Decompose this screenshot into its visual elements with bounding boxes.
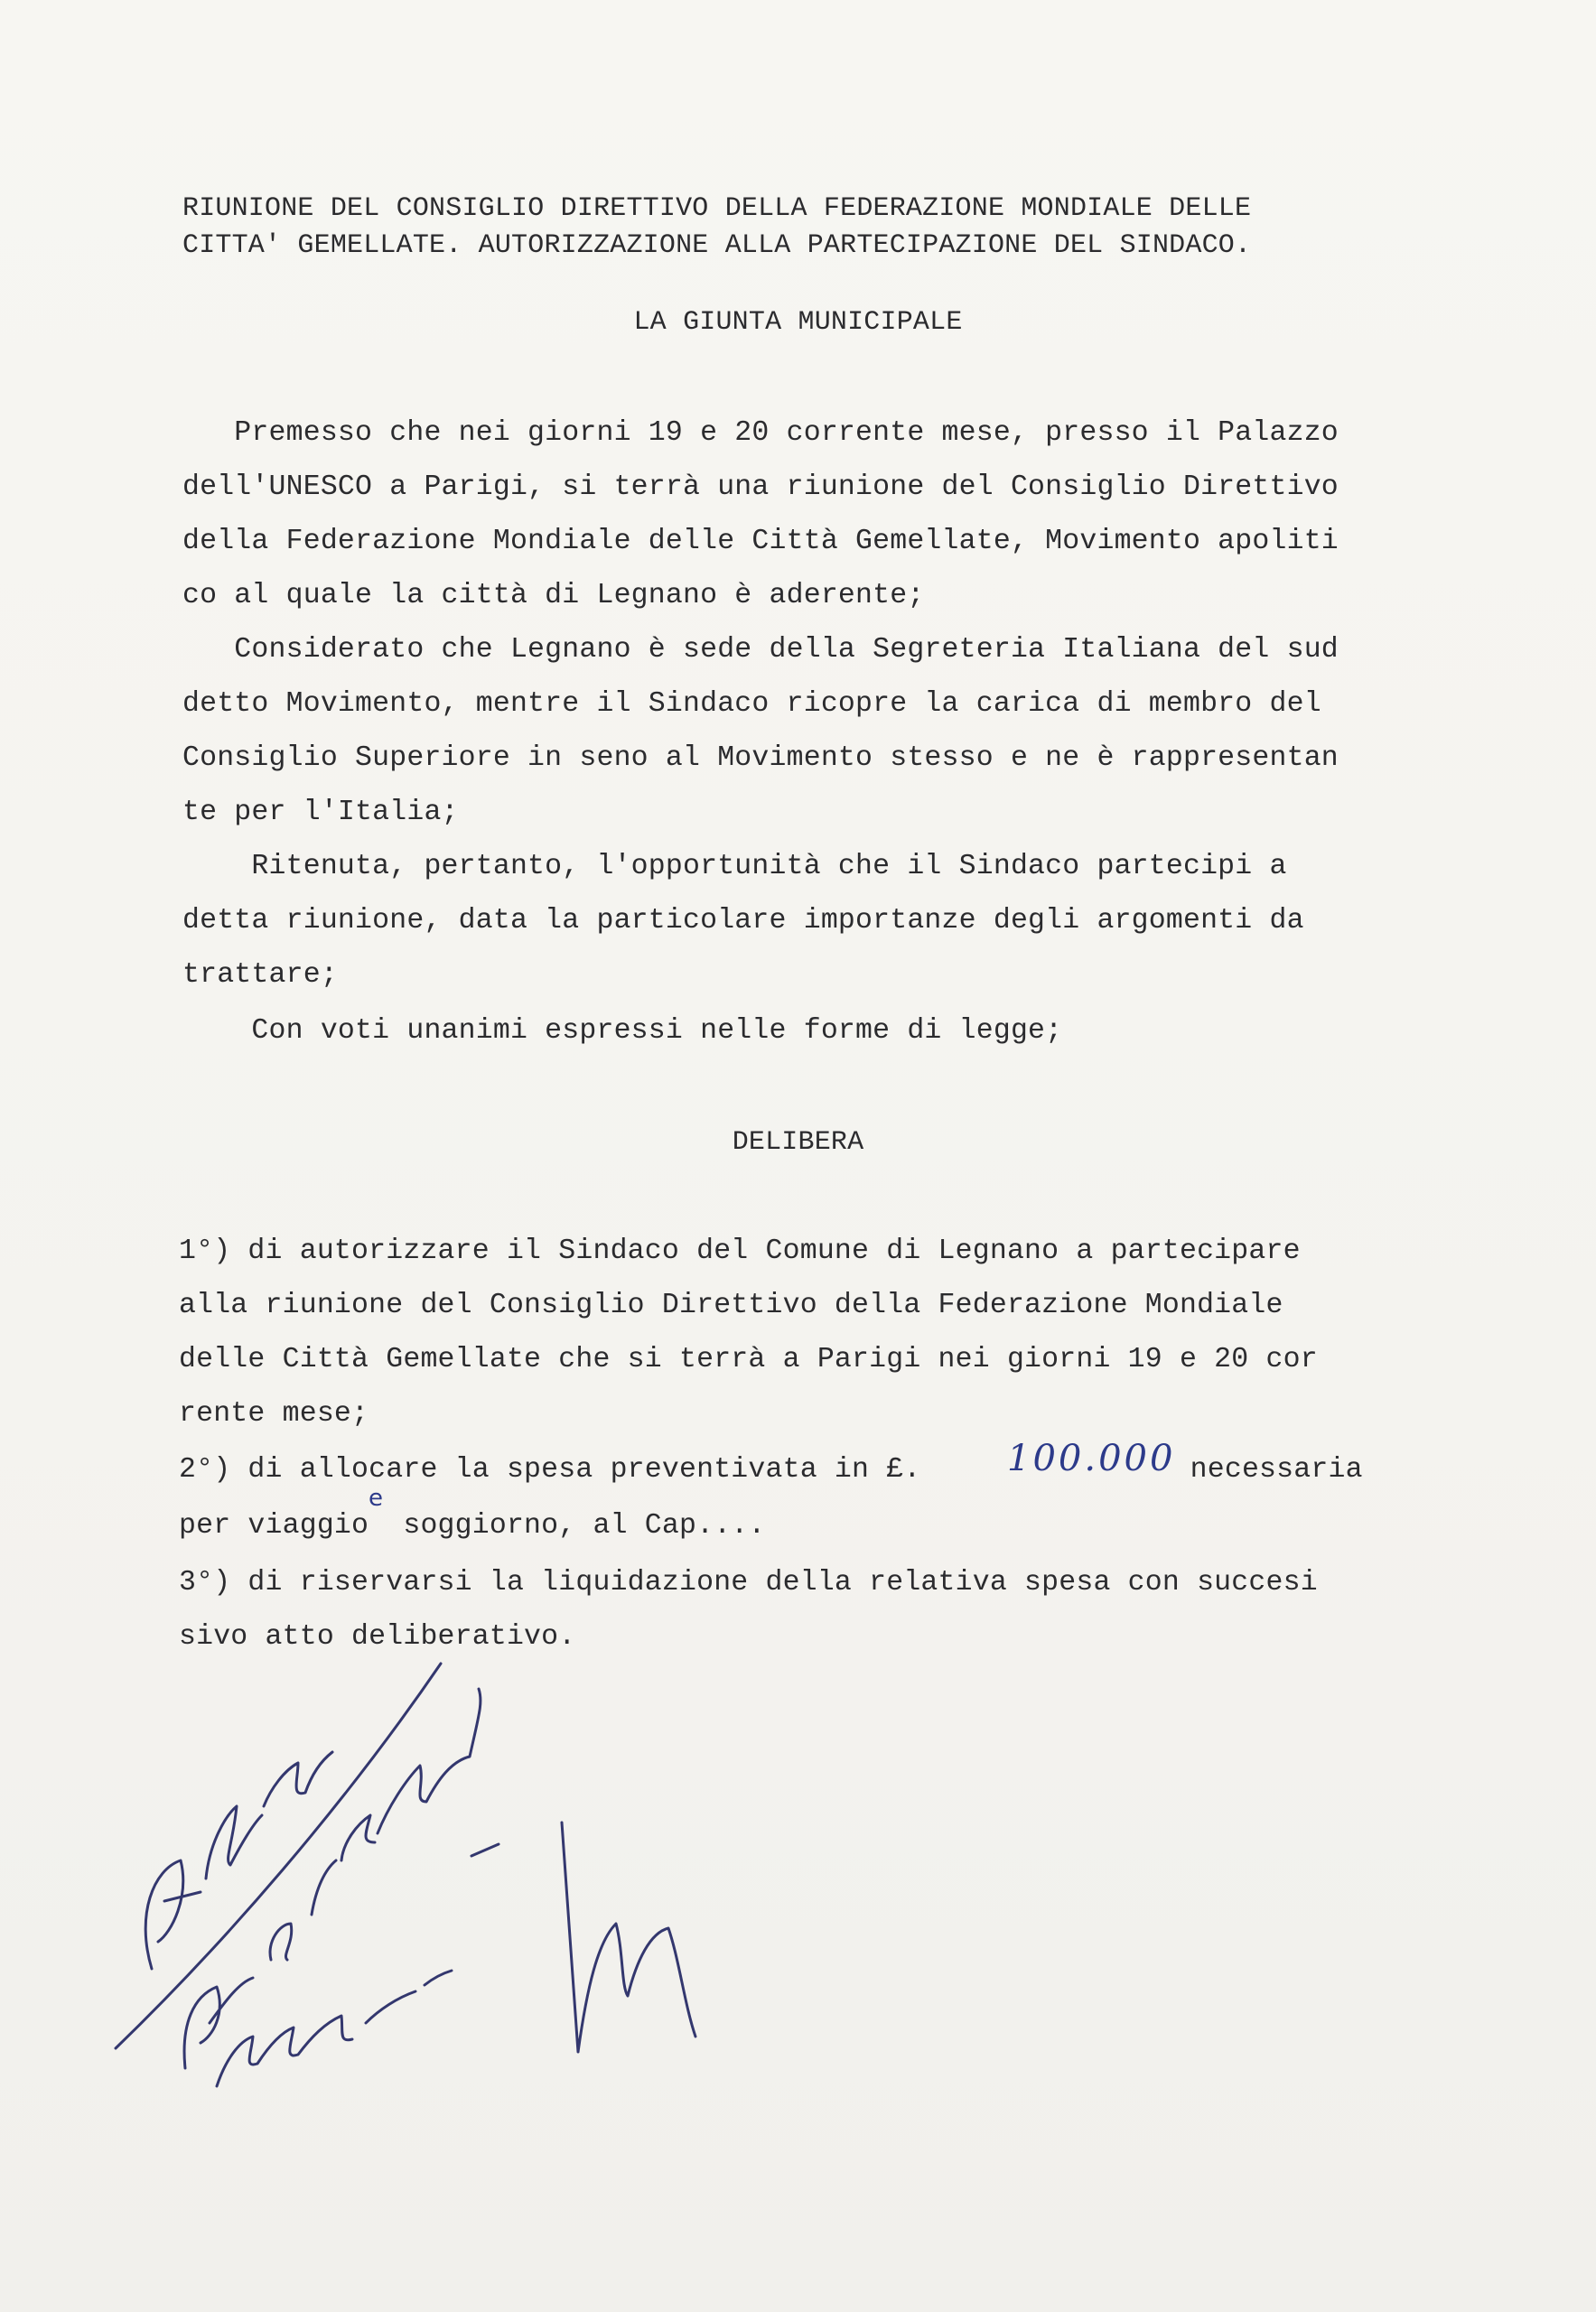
premise-1-line-3: della Federazione Mondiale delle Città Gemellate, Movimento apoliti — [182, 526, 1339, 557]
handwriting-dash — [471, 1844, 499, 1856]
header-line-1: RIUNIONE DEL CONSIGLIO DIRETTIVO DELLA FEDERAZIONE MONDIALE DELLE — [182, 193, 1252, 224]
premise-3-line-3: trattare; — [182, 959, 338, 991]
diagonal-stroke — [116, 1664, 441, 2048]
premise-2-line-4: te per l'Italia; — [182, 797, 459, 828]
handwriting-word-2 — [184, 1689, 481, 2068]
premise-4-line: Con voti unanimi espressi nelle forme di legge; — [182, 1015, 1063, 1047]
premise-3-line-2: detta riunione, data la particolare importanze degli argomenti da — [182, 905, 1304, 937]
body-title: LA GIUNTA MUNICIPALE — [633, 307, 963, 338]
signature-stroke — [562, 1823, 695, 2052]
premise-2-line-1: Considerato che Legnano è sede della Segreteria Italiana del sud — [182, 634, 1339, 666]
item-1-line-1: 1°) di autorizzare il Sindaco del Comune di Legnano a partecipare — [179, 1235, 1301, 1267]
item-3-line-1: 3°) di riservarsi la liquidazione della relativa spesa con succesi — [179, 1567, 1318, 1599]
item-1-line-2: alla riunione del Consiglio Direttivo della Federazione Mondiale — [179, 1290, 1283, 1321]
item-2-text-b: necessaria — [1172, 1454, 1363, 1486]
handwriting-word-1 — [145, 1752, 332, 1969]
premise-1-line-1: Premesso che nei giorni 19 e 20 corrente mese, presso il Palazzo — [182, 417, 1339, 449]
item-2-line-2: per viaggio soggiorno, al Cap.... — [179, 1510, 766, 1542]
item-1-line-4: rente mese; — [179, 1398, 369, 1430]
item-1-line-3: delle Città Gemellate che si terrà a Parigi nei giorni 19 e 20 cor — [179, 1344, 1318, 1375]
premise-2-line-2: detto Movimento, mentre il Sindaco ricopre la carica di membro del — [182, 688, 1321, 720]
handwriting-word-3 — [217, 1971, 452, 2086]
premise-2-line-3: Consiglio Superiore in seno al Movimento stesso e ne è rappresentan — [182, 742, 1339, 774]
handwritten-amount: 100.000 — [1007, 1438, 1176, 1479]
premise-3-line-1: Ritenuta, pertanto, l'opportunità che il Sindaco partecipi a — [182, 851, 1287, 882]
premise-1-line-2: dell'UNESCO a Parigi, si terrà una riunione del Consiglio Direttivo — [182, 471, 1339, 503]
handwritten-e-correction: e — [369, 1485, 383, 1512]
premise-1-line-4: co al quale la città di Legnano è aderente; — [182, 580, 925, 611]
item-2-text-a: 2°) di allocare la spesa preventivata in £. — [179, 1454, 938, 1486]
delibera-title: DELIBERA — [732, 1127, 864, 1158]
header-line-2: CITTA' GEMELLATE. AUTORIZZAZIONE ALLA PARTECIPAZIONE DEL SINDACO. — [182, 230, 1252, 261]
item-3-line-2: sivo atto deliberativo. — [179, 1621, 576, 1653]
